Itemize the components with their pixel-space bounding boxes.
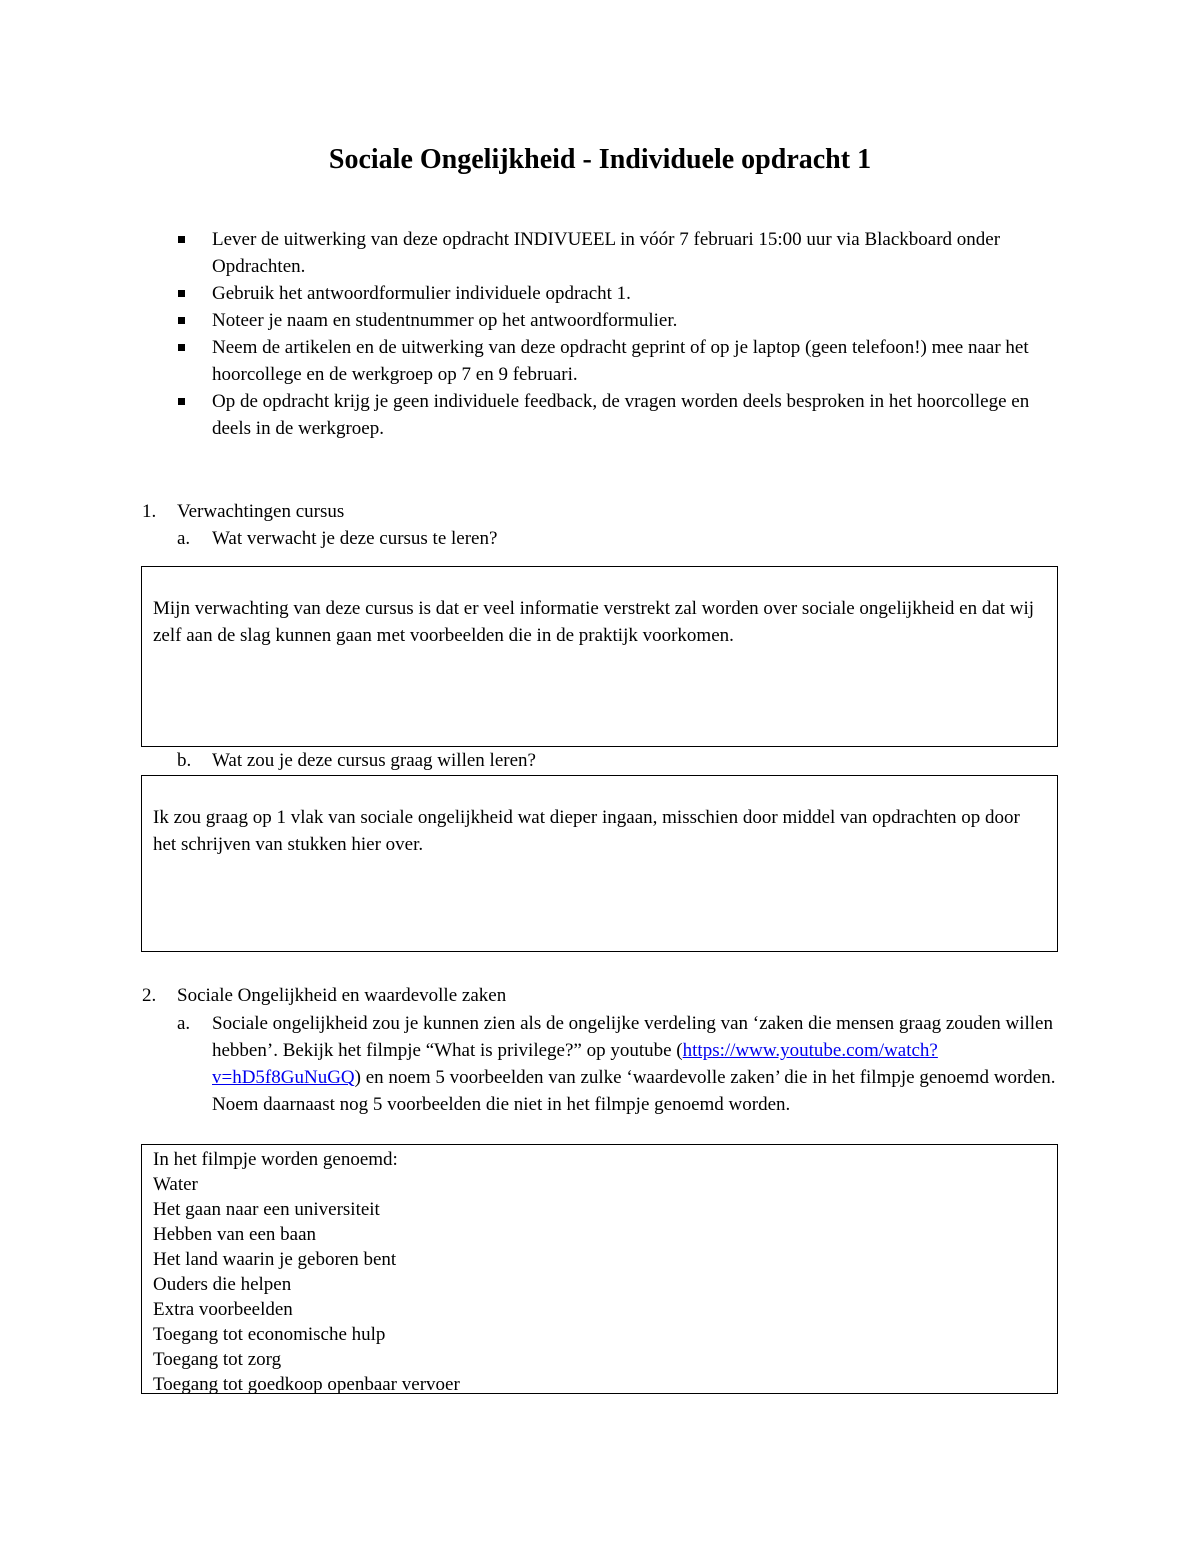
list-item: Op de opdracht krijg je geen individuele feedback, de vragen worden deels besproken in het hoorcollege en deels in de werkgroep. (175, 388, 1065, 442)
answer-line: Toegang tot zorg (153, 1349, 282, 1370)
answer-line: Toegang tot goedkoop openbaar vervoer (153, 1374, 460, 1395)
answer-line: Het land waarin je geboren bent (153, 1249, 397, 1270)
list-item: Noteer je naam en studentnummer op het antwoordformulier. (175, 307, 1065, 334)
answer-text: Ik zou graag op 1 vlak van sociale ongelijkheid wat dieper ingaan, misschien door middel van opdrachten op door het schrijven van stukken hier over. (153, 807, 1020, 855)
square-bullet-icon (178, 290, 185, 297)
list-item: Gebruik het antwoordformulier individuele opdracht 1. (175, 280, 1065, 307)
square-bullet-icon (178, 236, 185, 243)
document-title: Sociale Ongelijkheid - Individuele opdracht 1 (328, 144, 872, 175)
section-title: Sociale Ongelijkheid en waardevolle zaken (177, 985, 507, 1006)
section-number: 2. (142, 985, 157, 1006)
answer-line: Water (153, 1174, 198, 1195)
square-bullet-icon (178, 398, 185, 405)
answer-text: Mijn verwachting van deze cursus is dat er veel informatie verstrekt zal worden over sociale ongelijkheid en dat wij zelf aan de slag kunnen gaan met voorbeelden die in de praktijk voorkomen. (153, 598, 1035, 646)
section-title: Verwachtingen cursus (177, 501, 345, 522)
instructions-list (175, 226, 1065, 442)
question-letter: a. (177, 1013, 191, 1034)
answer-line: Extra voorbeelden (153, 1299, 293, 1320)
answer-line: In het filmpje worden genoemd: (153, 1149, 398, 1170)
answer-line: Hebben van een baan (153, 1224, 317, 1245)
answer-box-1a[interactable] (141, 566, 1058, 747)
answer-line: Ouders die helpen (153, 1274, 292, 1295)
youtube-link[interactable]: https://www.youtube.com/watch?v=hD5f8GuNuGQ (212, 1040, 938, 1088)
answer-box-2a[interactable] (141, 1144, 1058, 1394)
list-item: Lever de uitwerking van deze opdracht INDIVUEEL in vóór 7 februari 15:00 uur via Blackboard onder Opdrachten. (175, 226, 1065, 280)
question-text: Sociale ongelijkheid zou je kunnen zien als de ongelijke verdeling van ‘zaken die mensen graag zouden willen hebben’. Bekijk het filmpje “What is privilege?” op youtube (https://www.youtube.com/watch?v=hD5f8GuNuGQ) en noem 5 voorbeelden van zulke ‘waardevolle zaken’ die in het filmpje genoemd worden. Noem daarnaast nog 5 voorbeelden die niet in het filmpje genoemd worden. (212, 1013, 1056, 1115)
answer-line: Toegang tot economische hulp (153, 1324, 386, 1345)
question-text: Wat zou je deze cursus graag willen leren? (212, 750, 536, 771)
question-letter: b. (177, 750, 192, 771)
section-number: 1. (142, 501, 157, 522)
square-bullet-icon (178, 317, 185, 324)
square-bullet-icon (178, 344, 185, 351)
answer-box-1b[interactable] (141, 775, 1058, 952)
answer-line: Het gaan naar een universiteit (153, 1199, 380, 1220)
question-text: Wat verwacht je deze cursus te leren? (212, 528, 498, 549)
question-letter: a. (177, 528, 191, 549)
list-item: Neem de artikelen en de uitwerking van deze opdracht geprint of op je laptop (geen telefoon!) mee naar het hoorcollege en de werkgroep op 7 en 9 februari. (175, 334, 1065, 388)
